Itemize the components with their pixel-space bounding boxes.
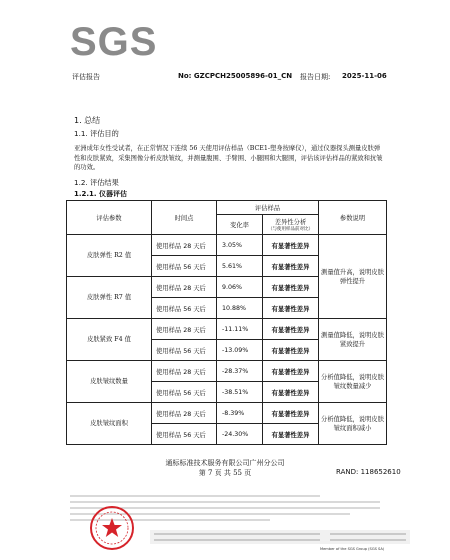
change-cell: 5.61% — [217, 256, 263, 277]
section-purpose-title: 1.1. 评估目的 — [74, 129, 119, 138]
significance-cell: 有显著性差异 — [263, 340, 319, 361]
header-sample: 评估样品 — [217, 201, 319, 215]
significance-cell: 有显著性差异 — [263, 319, 319, 340]
change-cell: -11.11% — [217, 319, 263, 340]
report-number: No: GZCPCH25005896-01_CN — [178, 72, 293, 80]
period-cell: 使用样品 56 天后 — [152, 298, 217, 319]
results-table — [66, 200, 387, 445]
param-cell: 皮肤紧致 F4 值 — [67, 319, 152, 361]
param-cell: 皮肤弹性 R7 值 — [67, 277, 152, 319]
table-row — [67, 235, 387, 256]
significance-cell: 有显著性差异 — [263, 298, 319, 319]
period-cell: 使用样品 28 天后 — [152, 319, 217, 340]
section-summary-title: 1. 总结 — [74, 116, 101, 125]
period-cell: 使用样品 28 天后 — [152, 235, 217, 256]
change-cell: -38.51% — [217, 382, 263, 403]
sgs-logo: SGS — [70, 20, 158, 64]
purpose-paragraph: 亚洲成年女性受试者，在正常情况下连续 56 天使用评估样品（BCE1-塑身按摩仪），通过仪器探头测量皮肤弹性和皮肤紧致，采集图像分析皮肤皱纹，并测量腹围、手臂围、小腿围和大腿围，评估该评估样品的紧致和抗皱的功效。 — [74, 145, 383, 172]
param-cell: 皮肤皱纹数量 — [67, 361, 152, 403]
header-desc: 参数说明 — [319, 201, 387, 235]
change-cell: -28.37% — [217, 361, 263, 382]
page-number: 第 7 页 共 55 页 — [198, 469, 252, 477]
period-cell: 使用样品 56 天后 — [152, 382, 217, 403]
change-cell: 3.05% — [217, 235, 263, 256]
change-cell: -8.39% — [217, 403, 263, 424]
significance-cell: 有显著性差异 — [263, 382, 319, 403]
company-name: 通标标准技术服务有限公司广州分公司 — [165, 459, 285, 467]
change-cell: -24.30% — [217, 424, 263, 445]
param-cell: 皮肤弹性 R2 值 — [67, 235, 152, 277]
description-cell: 测量值降低，说明皮肤紧致提升 — [319, 319, 387, 361]
period-cell: 使用样品 28 天后 — [152, 277, 217, 298]
description-cell: 分析值降低，说明皮肤皱纹面积减小 — [319, 403, 387, 445]
change-cell: -13.09% — [217, 340, 263, 361]
change-cell: 10.88% — [217, 298, 263, 319]
description-cell: 测量值升高，说明皮肤弹性提升 — [319, 235, 387, 319]
change-cell: 9.06% — [217, 277, 263, 298]
report-label: 评估报告 — [72, 73, 100, 81]
period-cell: 使用样品 28 天后 — [152, 403, 217, 424]
section-instrument-title: 1.2.1. 仪器评估 — [74, 190, 128, 198]
table-row — [67, 403, 387, 424]
significance-cell: 有显著性差异 — [263, 361, 319, 382]
significance-cell: 有显著性差异 — [263, 424, 319, 445]
header-sig-note: （与使用样品前对比） — [268, 227, 313, 232]
param-cell: 皮肤皱纹面积 — [67, 403, 152, 445]
section-results-title: 1.2. 评估结果 — [74, 178, 119, 187]
period-cell: 使用样品 56 天后 — [152, 256, 217, 277]
header-change: 变化率 — [217, 215, 263, 235]
official-stamp-icon — [88, 504, 136, 552]
period-cell: 使用样品 56 天后 — [152, 424, 217, 445]
header-sig — [263, 215, 319, 235]
significance-cell: 有显著性差异 — [263, 235, 319, 256]
significance-cell: 有显著性差异 — [263, 256, 319, 277]
address-block — [150, 530, 410, 544]
period-cell: 使用样品 56 天后 — [152, 340, 217, 361]
report-date: 2025-11-06 — [342, 72, 387, 80]
significance-cell: 有显著性差异 — [263, 403, 319, 424]
member-note: Member of the SGS Group (SGS SA) — [320, 547, 385, 551]
description-cell: 分析值降低，说明皮肤皱纹数量减少 — [319, 361, 387, 403]
header-sig-label: 差异性分析 — [274, 219, 307, 226]
significance-cell: 有显著性差异 — [263, 277, 319, 298]
header-param: 评估参数 — [67, 201, 152, 235]
period-cell: 使用样品 28 天后 — [152, 361, 217, 382]
rand-number: RAND: 118652610 — [336, 468, 401, 476]
header-time: 时间点 — [152, 201, 217, 235]
table-row — [67, 361, 387, 382]
table-row — [67, 319, 387, 340]
report-date-label: 报告日期: — [300, 73, 331, 81]
